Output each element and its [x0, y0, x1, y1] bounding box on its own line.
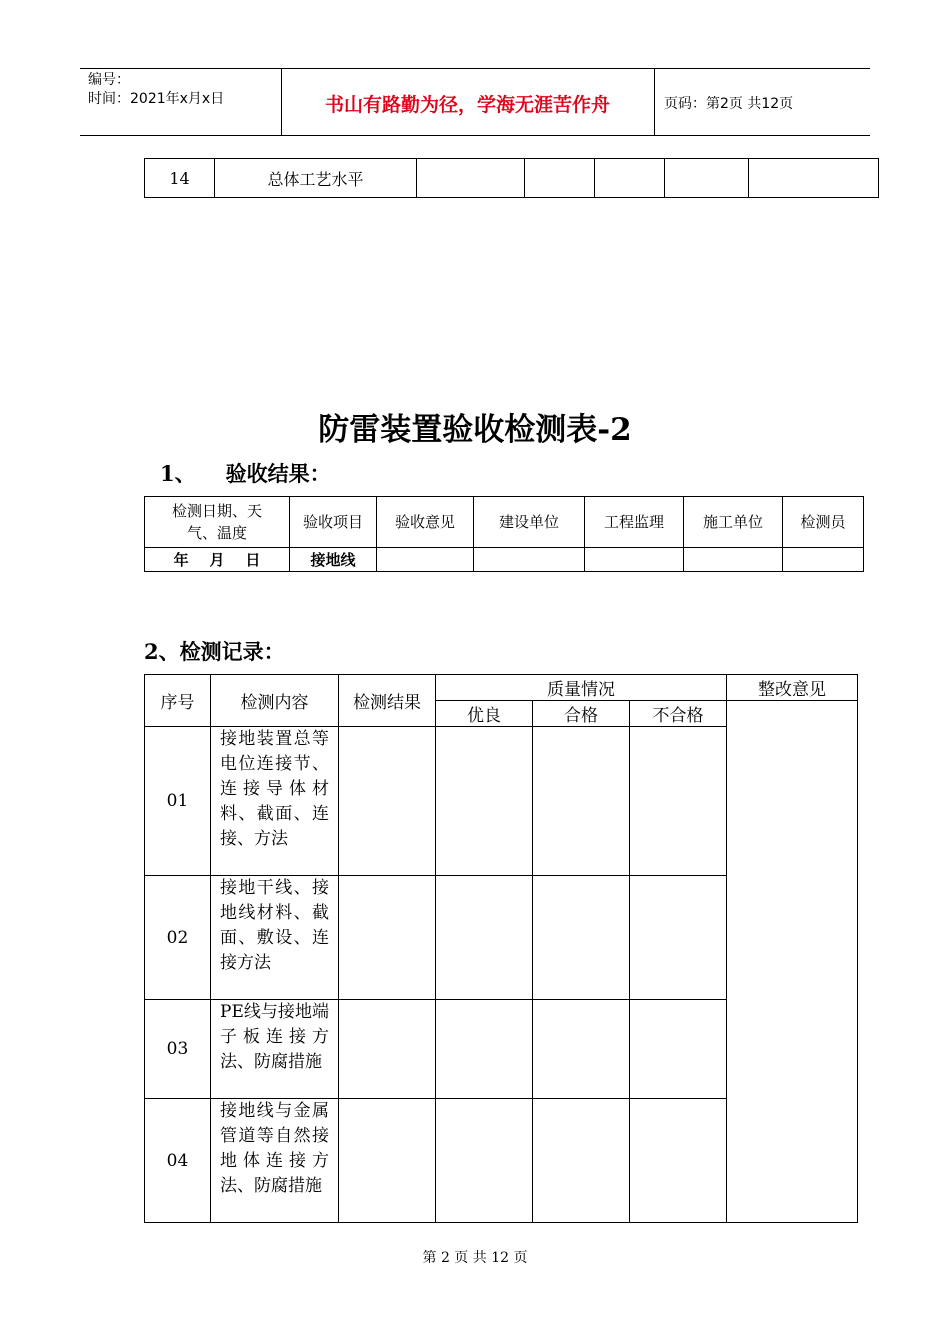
- header-no: 序号: [145, 675, 211, 727]
- cell-empty: [630, 1000, 727, 1099]
- cell-fix-opinion: [727, 701, 858, 1223]
- header-motto: 书山有路勤为径，学海无涯苦作舟: [324, 94, 610, 116]
- section-2-heading: 2、检测记录：: [144, 639, 285, 664]
- cell-empty: [436, 876, 533, 1000]
- cell-content: PE线与接地端子板连接方法、防腐措施: [211, 1000, 339, 1099]
- cell-empty: [533, 727, 630, 876]
- cell-empty: [525, 159, 595, 198]
- cell-empty: [339, 1000, 436, 1099]
- table-header-row: [145, 497, 864, 548]
- header-quality: 质量情况: [436, 675, 727, 701]
- cell-item: 接地线: [290, 548, 377, 572]
- header-good: 优良: [436, 701, 533, 727]
- acceptance-result-table: [144, 496, 864, 572]
- table-header-row: [145, 675, 858, 701]
- cell-empty: [417, 159, 525, 198]
- header-result: 检测结果: [339, 675, 436, 727]
- header-content: 检测内容: [211, 675, 339, 727]
- header-construction-unit: 建设单位: [474, 497, 585, 548]
- cell-empty: [630, 727, 727, 876]
- header-item: 验收项目: [290, 497, 377, 548]
- cell-empty: [665, 159, 749, 198]
- section-1-heading: [160, 458, 331, 488]
- cell-empty: [630, 1099, 727, 1223]
- table-row: [145, 159, 879, 198]
- cell-empty: [339, 1099, 436, 1223]
- section-1-number: 1、: [160, 461, 196, 486]
- header-time: 时间：2021年x月x日: [88, 91, 225, 107]
- cell-content: 接地装置总等电位连接节、连接导体材料、截面、连接、方法: [211, 727, 339, 876]
- section-1-label: 验收结果：: [225, 461, 331, 486]
- page-title: 防雷装置验收检测表-2: [318, 412, 632, 448]
- continued-table: [144, 158, 879, 198]
- header-divider: [654, 68, 655, 136]
- header-date-weather: 检测日期、天气、温度: [145, 497, 290, 548]
- cell-empty: [436, 1099, 533, 1223]
- cell-empty: [684, 548, 783, 572]
- cell-number: 03: [145, 1000, 211, 1099]
- header-contractor: 施工单位: [684, 497, 783, 548]
- cell-date: 年 月 日: [145, 548, 290, 572]
- cell-empty: [533, 1000, 630, 1099]
- cell-empty: [533, 876, 630, 1000]
- cell-number: 02: [145, 876, 211, 1000]
- cell-empty: [377, 548, 474, 572]
- header-bottom-rule: [80, 135, 870, 136]
- header-number: 编号：: [88, 72, 130, 88]
- cell-content: 接地干线、接地线材料、截面、敷设、连接方法: [211, 876, 339, 1000]
- cell-number: 01: [145, 727, 211, 876]
- header-meta: [88, 71, 224, 109]
- header-fail: 不合格: [630, 701, 727, 727]
- inspection-record-table: [144, 674, 858, 1223]
- cell-empty: [630, 876, 727, 1000]
- cell-empty: [339, 727, 436, 876]
- header-inspector: 检测员: [783, 497, 864, 548]
- page-footer: 第 2 页 共 12 页: [422, 1250, 528, 1266]
- cell-empty: [533, 1099, 630, 1223]
- cell-number: 14: [145, 159, 215, 198]
- cell-empty: [783, 548, 864, 572]
- cell-empty: [474, 548, 585, 572]
- header-opinion: 验收意见: [377, 497, 474, 548]
- cell-item: 总体工艺水平: [215, 159, 417, 198]
- cell-number: 04: [145, 1099, 211, 1223]
- cell-content: 接地线与金属管道等自然接地体连接方法、防腐措施: [211, 1099, 339, 1223]
- header-supervision: 工程监理: [585, 497, 684, 548]
- cell-empty: [595, 159, 665, 198]
- cell-empty: [436, 1000, 533, 1099]
- cell-empty: [749, 159, 879, 198]
- cell-empty: [436, 727, 533, 876]
- table-row: [145, 548, 864, 572]
- cell-empty: [339, 876, 436, 1000]
- header-top-rule: [80, 68, 870, 69]
- cell-empty: [585, 548, 684, 572]
- header-pass: 合格: [533, 701, 630, 727]
- header-fix: 整改意见: [727, 675, 858, 701]
- header-page-number: 页码：第2页 共12页: [664, 96, 794, 112]
